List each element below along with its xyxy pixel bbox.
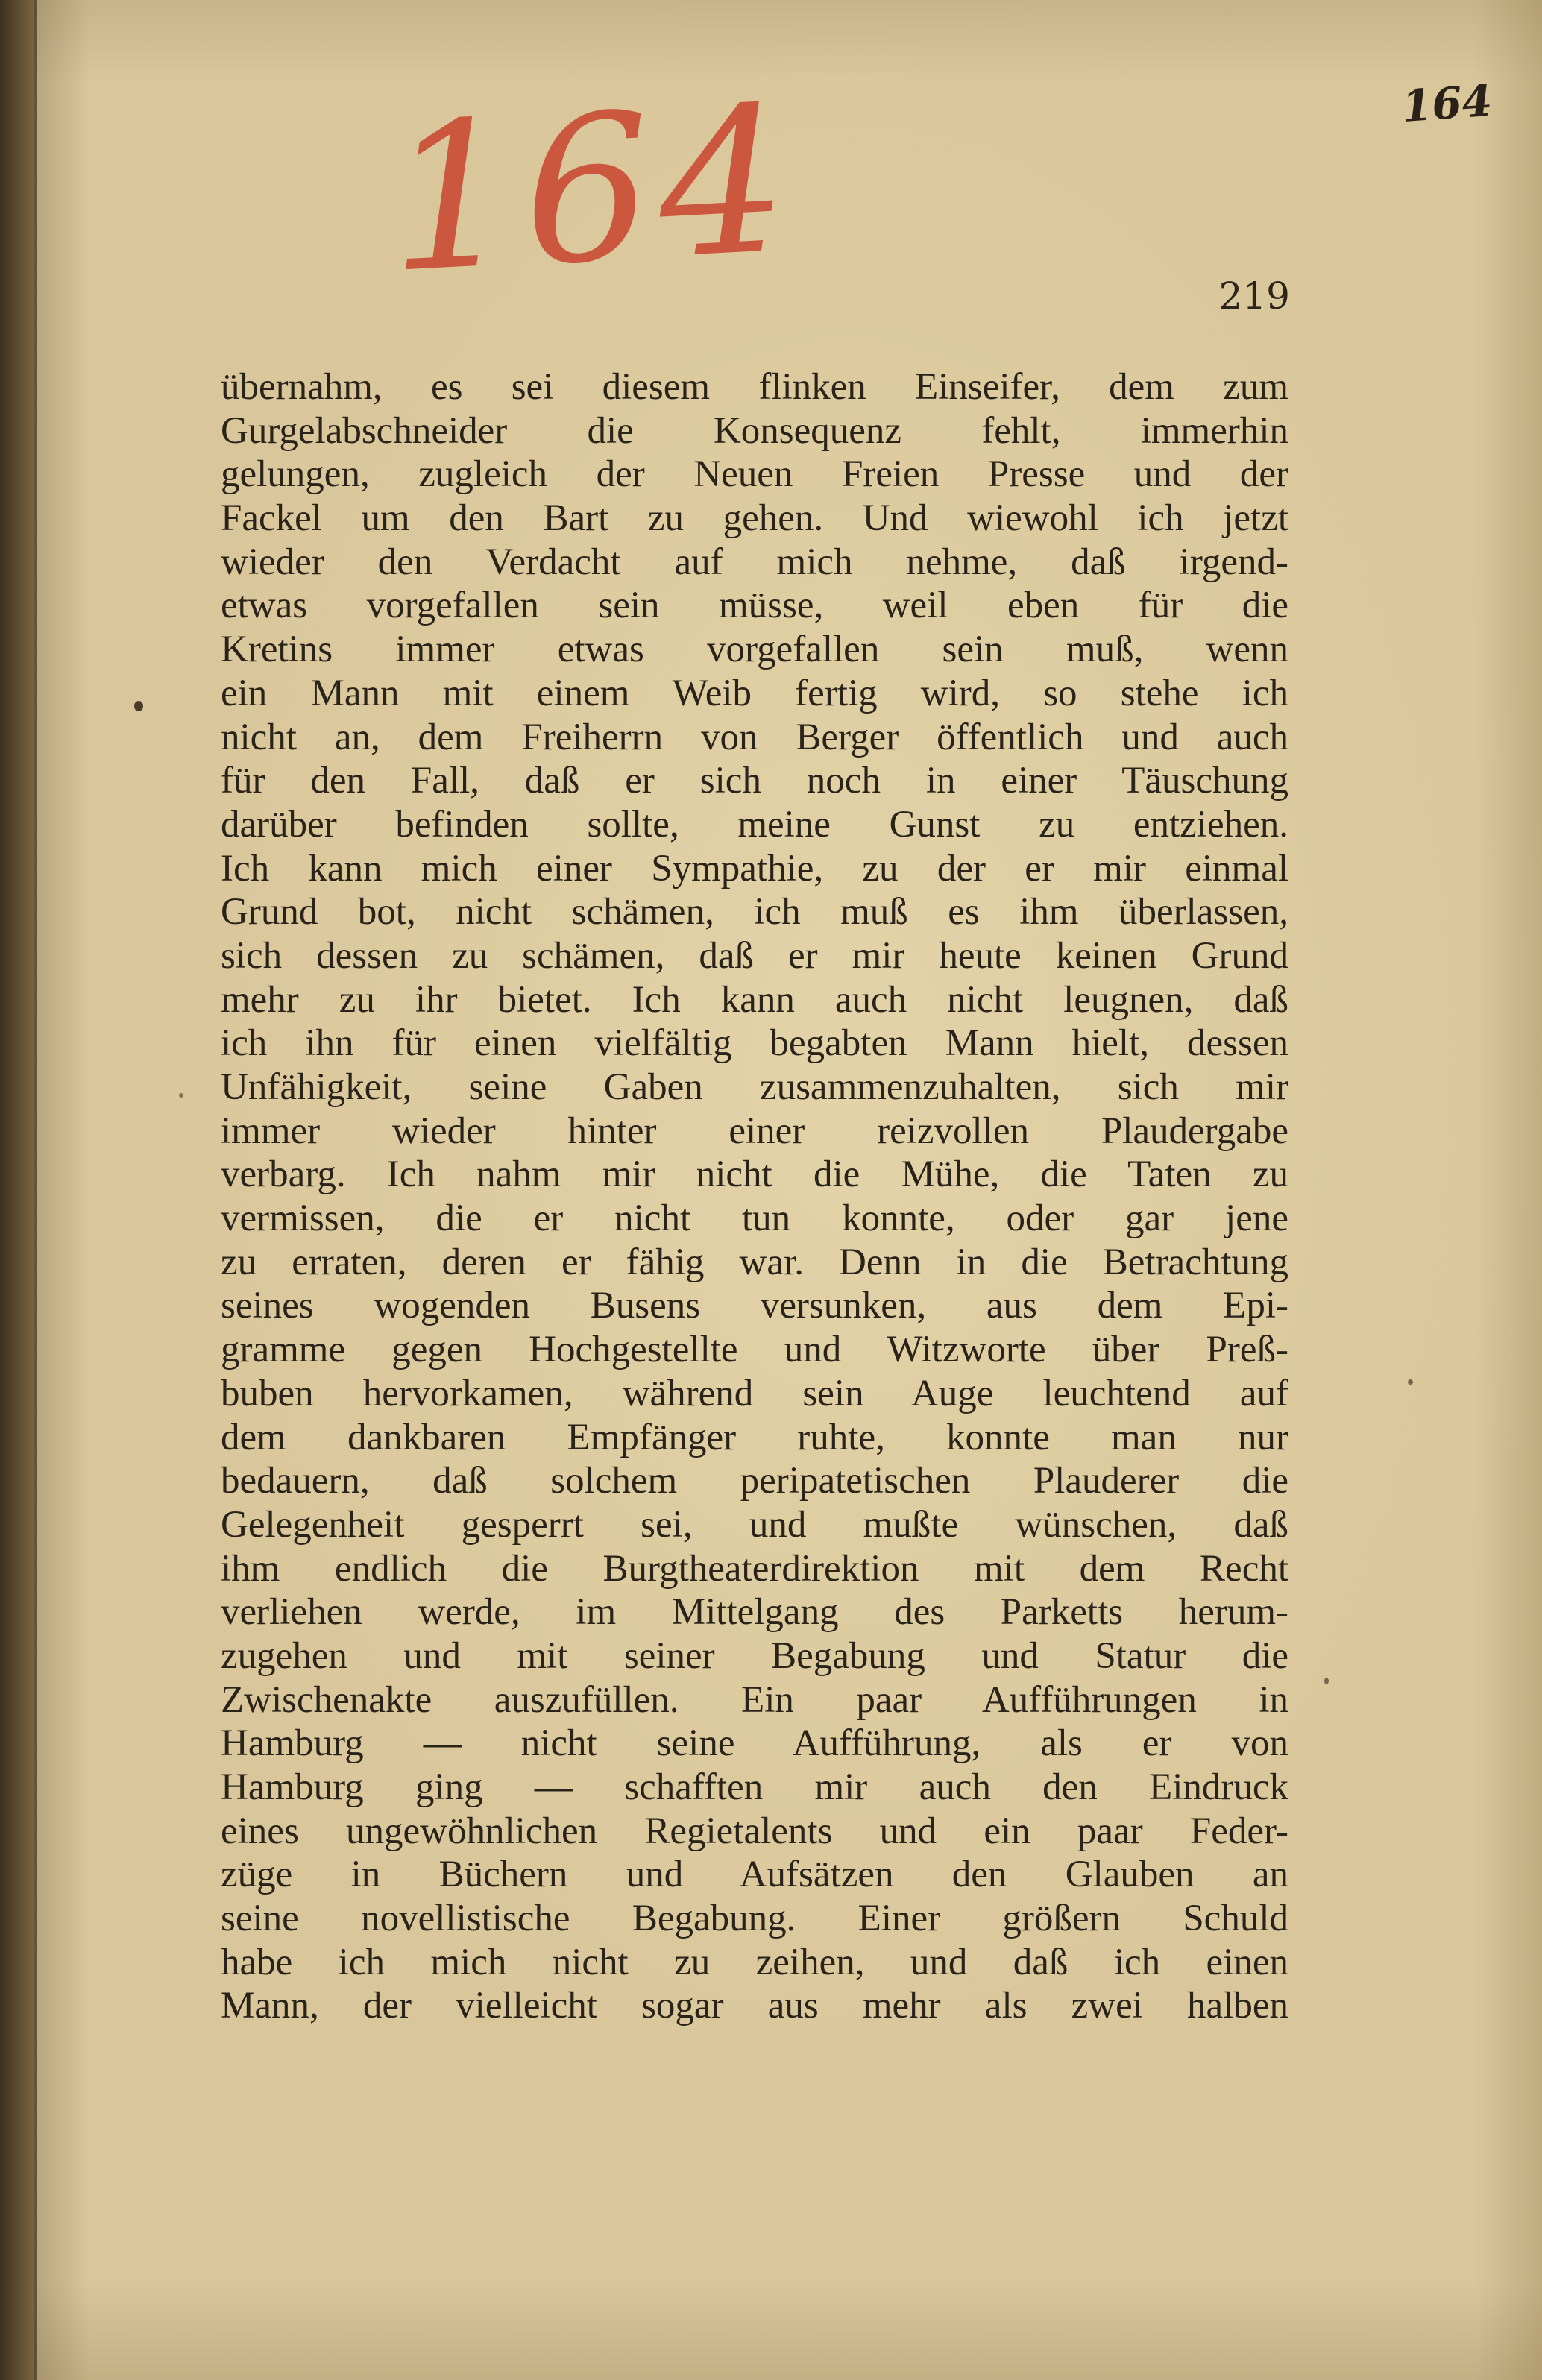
gutter-edge bbox=[34, 0, 37, 2380]
text-line: gelungen, zugleich der Neuen Freien Presse und der bbox=[221, 453, 1288, 496]
text-line: vermissen, die er nicht tun konnte, oder gar jene bbox=[221, 1197, 1288, 1240]
text-line: ihm endlich die Burgtheaterdirektion mit dem Recht bbox=[221, 1547, 1288, 1590]
page-number: 219 bbox=[1218, 274, 1290, 318]
text-line: für den Fall, daß er sich noch in einer Täuschung bbox=[221, 760, 1288, 802]
text-line: Kretins immer etwas vorgefallen sein muß, wenn bbox=[221, 629, 1288, 671]
text-line: ich ihn für einen vielfältig begabten Mann hielt, dessen bbox=[221, 1022, 1288, 1065]
paper-speck bbox=[134, 701, 143, 711]
paper-speck bbox=[1408, 1379, 1413, 1385]
text-line: Hamburg ging — schafften mir auch den Eindruck bbox=[221, 1766, 1288, 1808]
text-line: zu erraten, deren er fähig war. Denn in die Betrachtung bbox=[221, 1241, 1288, 1283]
body-text bbox=[221, 365, 1288, 2028]
text-line: Gelegenheit gesperrt sei, und mußte wünschen, daß bbox=[221, 1503, 1288, 1546]
text-line: verbarg. Ich nahm mir nicht die Mühe, die Taten zu bbox=[221, 1153, 1288, 1196]
text-line: Zwischenakte auszufüllen. Ein paar Aufführungen in bbox=[221, 1678, 1288, 1721]
text-line: züge in Büchern und Aufsätzen den Glauben an bbox=[221, 1854, 1288, 1896]
text-line: Unfähigkeit, seine Gaben zusammenzuhalten, sich mir bbox=[221, 1066, 1288, 1108]
text-line: Gurgelabschneider die Konsequenz fehlt, immerhin bbox=[221, 409, 1288, 452]
text-line: mehr zu ihr bietet. Ich kann auch nicht leugnen, daß bbox=[221, 978, 1288, 1021]
text-line: nicht an, dem Freiherrn von Berger öffentlich und auch bbox=[221, 716, 1288, 758]
text-line: eines ungewöhnlichen Regietalents und ein paar Feder- bbox=[221, 1810, 1288, 1852]
text-line: gramme gegen Hochgestellte und Witzworte über Preß- bbox=[221, 1329, 1288, 1371]
text-line: zugehen und mit seiner Begabung und Statur die bbox=[221, 1634, 1288, 1677]
text-line: wieder den Verdacht auf mich nehme, daß irgend- bbox=[221, 541, 1288, 583]
handwritten-folio-red: 164 bbox=[382, 61, 801, 318]
text-line: seine novellistische Begabung. Einer größern Schuld bbox=[221, 1898, 1288, 1940]
text-line: buben hervorkamen, während sein Auge leuchtend auf bbox=[221, 1372, 1288, 1414]
text-line: Grund bot, nicht schämen, ich muß es ihm überlassen, bbox=[221, 891, 1288, 934]
text-line: verliehen werde, im Mittelgang des Parketts herum- bbox=[221, 1591, 1288, 1634]
paper-speck bbox=[179, 1093, 183, 1098]
text-line: dem dankbaren Empfänger ruhte, konnte man nur bbox=[221, 1416, 1288, 1458]
paper-speck bbox=[1324, 1678, 1329, 1684]
text-line: Hamburg — nicht seine Aufführung, als er von bbox=[221, 1722, 1288, 1765]
text-line: habe ich mich nicht zu zeihen, und daß ich einen bbox=[221, 1941, 1288, 1983]
text-line: Fackel um den Bart zu gehen. Und wiewohl ich jetzt bbox=[221, 497, 1288, 540]
book-gutter bbox=[0, 0, 34, 2380]
text-line: Mann, der vielleicht sogar aus mehr als zwei halben bbox=[221, 1985, 1288, 2027]
text-line: bedauern, daß solchem peripatetischen Plauderer die bbox=[221, 1460, 1288, 1502]
text-line: Ich kann mich einer Sympathie, zu der er mir einmal bbox=[221, 847, 1288, 890]
text-line: übernahm, es sei diesem flinken Einseifer, dem zum bbox=[221, 366, 1288, 408]
text-line: seines wogenden Busens versunken, aus dem Epi- bbox=[221, 1285, 1288, 1327]
text-line: immer wieder hinter einer reizvollen Plaudergabe bbox=[221, 1109, 1288, 1152]
text-line: sich dessen zu schämen, daß er mir heute keinen Grund bbox=[221, 934, 1288, 977]
handwritten-folio-ink: 164 bbox=[1400, 75, 1494, 133]
text-line: etwas vorgefallen sein müsse, weil eben für die bbox=[221, 585, 1288, 627]
text-line: ein Mann mit einem Weib fertig wird, so stehe ich bbox=[221, 672, 1288, 714]
text-line: darüber befinden sollte, meine Gunst zu entziehen. bbox=[221, 803, 1288, 846]
